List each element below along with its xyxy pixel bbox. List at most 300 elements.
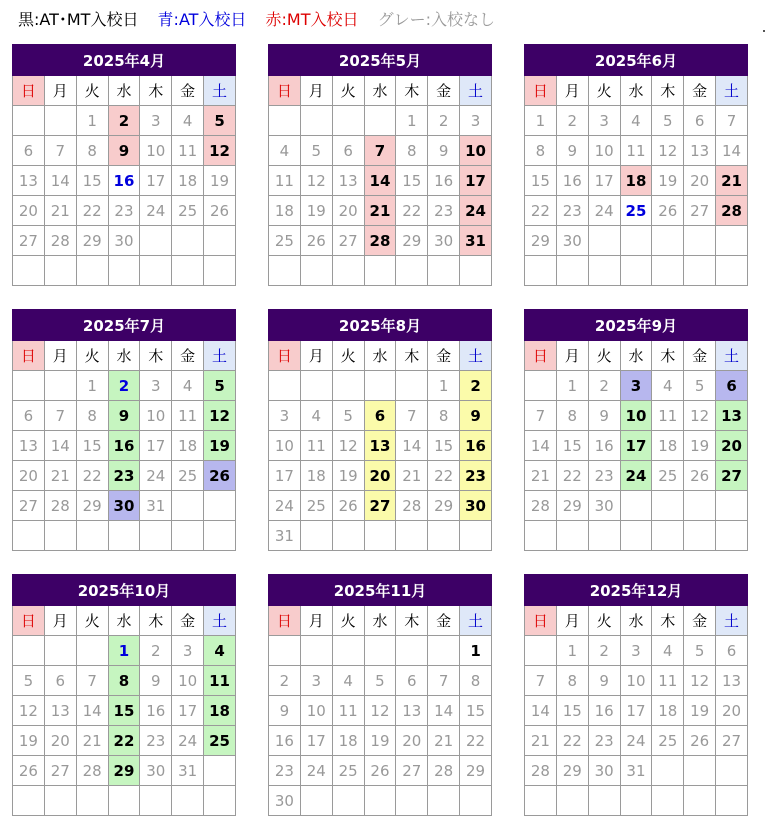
date-cell: 14 [364, 166, 396, 196]
date-cell: 8 [556, 666, 588, 696]
date-cell: 1 [396, 106, 428, 136]
date-cell: 10 [269, 431, 301, 461]
date-cell: 10 [140, 401, 172, 431]
weekday-header: 月 [44, 76, 76, 106]
empty-cell [172, 226, 204, 256]
date-cell: 27 [332, 226, 364, 256]
date-cell: 14 [716, 136, 748, 166]
empty-cell [300, 371, 332, 401]
date-cell: 19 [652, 166, 684, 196]
edge-marker [763, 30, 765, 32]
date-cell: 7 [428, 666, 460, 696]
month-calendar [268, 44, 492, 286]
weekday-header: 火 [588, 76, 620, 106]
empty-cell [269, 106, 301, 136]
weekday-header: 木 [140, 606, 172, 636]
date-cell: 20 [13, 196, 45, 226]
empty-cell [364, 371, 396, 401]
empty-cell [204, 226, 236, 256]
date-cell: 22 [525, 196, 557, 226]
date-cell: 31 [269, 521, 301, 551]
date-cell: 2 [140, 636, 172, 666]
weekday-header: 水 [364, 76, 396, 106]
empty-cell [300, 521, 332, 551]
date-cell: 13 [364, 431, 396, 461]
date-cell: 6 [684, 106, 716, 136]
date-cell: 24 [269, 491, 301, 521]
date-cell: 24 [172, 726, 204, 756]
date-cell: 16 [556, 166, 588, 196]
date-cell: 22 [556, 726, 588, 756]
date-cell: 26 [332, 491, 364, 521]
date-cell: 30 [269, 786, 301, 816]
date-cell: 6 [332, 136, 364, 166]
weekday-header: 月 [556, 606, 588, 636]
empty-cell [684, 521, 716, 551]
date-cell: 20 [396, 726, 428, 756]
empty-cell [300, 636, 332, 666]
weekday-header: 木 [140, 76, 172, 106]
date-cell: 10 [172, 666, 204, 696]
date-cell: 17 [620, 696, 652, 726]
date-cell: 8 [76, 401, 108, 431]
empty-cell [652, 491, 684, 521]
month-title: 2025年7月 [13, 310, 236, 341]
date-cell: 12 [652, 136, 684, 166]
date-cell: 4 [269, 136, 301, 166]
month-calendar [268, 309, 492, 551]
empty-cell [652, 521, 684, 551]
date-cell: 20 [332, 196, 364, 226]
empty-cell [588, 786, 620, 816]
date-cell: 9 [269, 696, 301, 726]
empty-cell [716, 521, 748, 551]
date-cell: 4 [172, 371, 204, 401]
empty-cell [140, 521, 172, 551]
empty-cell [525, 786, 557, 816]
month-title: 2025年8月 [269, 310, 492, 341]
date-cell: 24 [300, 756, 332, 786]
date-cell: 25 [172, 461, 204, 491]
date-cell: 3 [140, 106, 172, 136]
date-cell: 10 [620, 666, 652, 696]
date-cell: 20 [716, 696, 748, 726]
date-cell: 23 [108, 196, 140, 226]
empty-cell [13, 521, 45, 551]
date-cell: 24 [588, 196, 620, 226]
date-cell: 21 [428, 726, 460, 756]
date-cell: 21 [76, 726, 108, 756]
date-cell: 29 [108, 756, 140, 786]
date-cell: 5 [684, 636, 716, 666]
empty-cell [460, 521, 492, 551]
date-cell: 30 [588, 491, 620, 521]
date-cell: 3 [300, 666, 332, 696]
date-cell: 16 [460, 431, 492, 461]
date-cell: 22 [396, 196, 428, 226]
empty-cell [620, 491, 652, 521]
empty-cell [269, 636, 301, 666]
empty-cell [716, 756, 748, 786]
date-cell: 11 [332, 696, 364, 726]
empty-cell [684, 786, 716, 816]
date-cell: 27 [716, 461, 748, 491]
date-cell: 16 [428, 166, 460, 196]
weekday-header: 月 [556, 341, 588, 371]
date-cell: 25 [332, 756, 364, 786]
date-cell: 26 [300, 226, 332, 256]
month-calendar [524, 574, 748, 816]
date-cell: 18 [204, 696, 236, 726]
empty-cell [300, 106, 332, 136]
empty-cell [204, 756, 236, 786]
date-cell: 7 [525, 401, 557, 431]
weekday-header: 火 [76, 606, 108, 636]
date-cell: 11 [269, 166, 301, 196]
date-cell: 29 [556, 491, 588, 521]
date-cell: 5 [204, 106, 236, 136]
date-cell: 30 [428, 226, 460, 256]
weekday-header: 木 [652, 76, 684, 106]
date-cell: 23 [428, 196, 460, 226]
legend-gray: グレー:入校なし [377, 10, 495, 29]
empty-cell [684, 756, 716, 786]
date-cell: 15 [428, 431, 460, 461]
empty-cell [140, 226, 172, 256]
empty-cell [76, 636, 108, 666]
date-cell: 3 [172, 636, 204, 666]
date-cell: 15 [108, 696, 140, 726]
weekday-header: 水 [620, 76, 652, 106]
empty-cell [716, 491, 748, 521]
date-cell: 9 [140, 666, 172, 696]
date-cell: 4 [332, 666, 364, 696]
date-cell: 7 [76, 666, 108, 696]
date-cell: 18 [269, 196, 301, 226]
date-cell: 23 [460, 461, 492, 491]
date-cell: 18 [172, 431, 204, 461]
date-cell: 17 [460, 166, 492, 196]
empty-cell [428, 256, 460, 286]
weekday-header: 火 [76, 341, 108, 371]
weekday-header: 土 [716, 76, 748, 106]
date-cell: 17 [140, 166, 172, 196]
empty-cell [556, 256, 588, 286]
date-cell: 9 [108, 136, 140, 166]
date-cell: 28 [525, 756, 557, 786]
month-title: 2025年5月 [269, 45, 492, 76]
date-cell: 3 [269, 401, 301, 431]
month-title: 2025年10月 [13, 575, 236, 606]
date-cell: 27 [364, 491, 396, 521]
empty-cell [44, 786, 76, 816]
date-cell: 12 [13, 696, 45, 726]
empty-cell [332, 256, 364, 286]
empty-cell [13, 636, 45, 666]
weekday-header: 日 [13, 76, 45, 106]
weekday-header: 金 [684, 341, 716, 371]
weekday-header: 木 [396, 76, 428, 106]
date-cell: 22 [76, 196, 108, 226]
date-cell: 6 [716, 636, 748, 666]
empty-cell [525, 636, 557, 666]
date-cell: 4 [652, 371, 684, 401]
date-cell: 9 [588, 401, 620, 431]
empty-cell [716, 256, 748, 286]
weekday-header: 日 [525, 76, 557, 106]
date-cell: 1 [460, 636, 492, 666]
weekday-header: 金 [172, 606, 204, 636]
empty-cell [44, 371, 76, 401]
empty-cell [428, 636, 460, 666]
empty-cell [172, 491, 204, 521]
empty-cell [332, 106, 364, 136]
date-cell: 7 [364, 136, 396, 166]
date-cell: 8 [428, 401, 460, 431]
empty-cell [108, 521, 140, 551]
date-cell: 10 [300, 696, 332, 726]
date-cell: 17 [172, 696, 204, 726]
weekday-header: 土 [204, 606, 236, 636]
date-cell: 10 [588, 136, 620, 166]
date-cell: 24 [620, 726, 652, 756]
date-cell: 7 [44, 136, 76, 166]
date-cell: 16 [588, 431, 620, 461]
date-cell: 5 [300, 136, 332, 166]
date-cell: 12 [364, 696, 396, 726]
date-cell: 8 [396, 136, 428, 166]
empty-cell [204, 256, 236, 286]
date-cell: 19 [364, 726, 396, 756]
empty-cell [652, 786, 684, 816]
weekday-header: 火 [76, 76, 108, 106]
date-cell: 3 [460, 106, 492, 136]
empty-cell [620, 226, 652, 256]
date-cell: 6 [364, 401, 396, 431]
date-cell: 21 [44, 461, 76, 491]
date-cell: 13 [13, 431, 45, 461]
empty-cell [525, 371, 557, 401]
date-cell: 18 [652, 696, 684, 726]
empty-cell [332, 521, 364, 551]
date-cell: 13 [44, 696, 76, 726]
weekday-header: 日 [525, 341, 557, 371]
date-cell: 2 [556, 106, 588, 136]
date-cell: 6 [13, 401, 45, 431]
date-cell: 8 [76, 136, 108, 166]
month-calendar [12, 44, 236, 286]
date-cell: 5 [684, 371, 716, 401]
weekday-header: 金 [428, 606, 460, 636]
date-cell: 19 [332, 461, 364, 491]
empty-cell [44, 256, 76, 286]
weekday-header: 日 [525, 606, 557, 636]
empty-cell [204, 521, 236, 551]
date-cell: 29 [396, 226, 428, 256]
date-cell: 31 [140, 491, 172, 521]
empty-cell [13, 786, 45, 816]
date-cell: 14 [525, 431, 557, 461]
date-cell: 8 [556, 401, 588, 431]
date-cell: 15 [76, 431, 108, 461]
date-cell: 1 [76, 106, 108, 136]
date-cell: 21 [396, 461, 428, 491]
empty-cell [556, 521, 588, 551]
weekday-header: 金 [428, 341, 460, 371]
date-cell: 13 [684, 136, 716, 166]
date-cell: 21 [44, 196, 76, 226]
date-cell: 26 [684, 726, 716, 756]
empty-cell [684, 491, 716, 521]
date-cell: 20 [716, 431, 748, 461]
month-calendar [524, 44, 748, 286]
empty-cell [428, 786, 460, 816]
empty-cell [620, 521, 652, 551]
empty-cell [300, 786, 332, 816]
empty-cell [44, 106, 76, 136]
weekday-header: 火 [588, 341, 620, 371]
empty-cell [44, 636, 76, 666]
date-cell: 6 [396, 666, 428, 696]
date-cell: 7 [525, 666, 557, 696]
date-cell: 11 [652, 666, 684, 696]
empty-cell [396, 786, 428, 816]
month-calendar [12, 574, 236, 816]
empty-cell [525, 521, 557, 551]
date-cell: 11 [652, 401, 684, 431]
date-cell: 9 [428, 136, 460, 166]
weekday-header: 金 [428, 76, 460, 106]
weekday-header: 日 [269, 606, 301, 636]
date-cell: 7 [44, 401, 76, 431]
date-cell: 25 [269, 226, 301, 256]
date-cell: 19 [13, 726, 45, 756]
date-cell: 17 [300, 726, 332, 756]
weekday-header: 日 [269, 76, 301, 106]
date-cell: 25 [620, 196, 652, 226]
weekday-header: 日 [13, 606, 45, 636]
date-cell: 11 [204, 666, 236, 696]
weekday-header: 火 [588, 606, 620, 636]
date-cell: 8 [525, 136, 557, 166]
date-cell: 5 [364, 666, 396, 696]
date-cell: 26 [13, 756, 45, 786]
empty-cell [652, 756, 684, 786]
empty-cell [108, 256, 140, 286]
empty-cell [172, 786, 204, 816]
date-cell: 26 [204, 196, 236, 226]
empty-cell [204, 491, 236, 521]
empty-cell [428, 521, 460, 551]
date-cell: 9 [556, 136, 588, 166]
date-cell: 13 [716, 401, 748, 431]
weekday-header: 火 [332, 341, 364, 371]
empty-cell [620, 256, 652, 286]
date-cell: 5 [652, 106, 684, 136]
legend-blue: 青:AT入校日 [157, 10, 247, 29]
empty-cell [684, 226, 716, 256]
date-cell: 28 [44, 491, 76, 521]
date-cell: 28 [76, 756, 108, 786]
date-cell: 9 [460, 401, 492, 431]
empty-cell [716, 786, 748, 816]
date-cell: 11 [172, 136, 204, 166]
date-cell: 21 [525, 461, 557, 491]
weekday-header: 水 [108, 606, 140, 636]
date-cell: 29 [76, 226, 108, 256]
date-cell: 19 [684, 431, 716, 461]
date-cell: 16 [269, 726, 301, 756]
date-cell: 22 [460, 726, 492, 756]
weekday-header: 土 [460, 341, 492, 371]
date-cell: 23 [556, 196, 588, 226]
weekday-header: 月 [44, 606, 76, 636]
weekday-header: 日 [269, 341, 301, 371]
empty-cell [13, 371, 45, 401]
date-cell: 12 [204, 136, 236, 166]
weekday-header: 火 [332, 606, 364, 636]
weekday-header: 木 [140, 341, 172, 371]
weekday-header: 日 [13, 341, 45, 371]
date-cell: 30 [460, 491, 492, 521]
empty-cell [364, 636, 396, 666]
empty-cell [140, 786, 172, 816]
date-cell: 3 [620, 636, 652, 666]
date-cell: 30 [140, 756, 172, 786]
empty-cell [460, 256, 492, 286]
date-cell: 2 [269, 666, 301, 696]
weekday-header: 金 [172, 76, 204, 106]
date-cell: 3 [140, 371, 172, 401]
empty-cell [76, 256, 108, 286]
date-cell: 25 [172, 196, 204, 226]
date-cell: 18 [300, 461, 332, 491]
date-cell: 19 [204, 166, 236, 196]
date-cell: 29 [525, 226, 557, 256]
date-cell: 16 [108, 431, 140, 461]
date-cell: 14 [396, 431, 428, 461]
date-cell: 19 [204, 431, 236, 461]
date-cell: 1 [525, 106, 557, 136]
empty-cell [76, 521, 108, 551]
date-cell: 23 [588, 461, 620, 491]
date-cell: 15 [556, 431, 588, 461]
date-cell: 24 [140, 196, 172, 226]
date-cell: 31 [172, 756, 204, 786]
weekday-header: 月 [300, 606, 332, 636]
date-cell: 27 [396, 756, 428, 786]
date-cell: 7 [396, 401, 428, 431]
date-cell: 28 [396, 491, 428, 521]
empty-cell [13, 106, 45, 136]
date-cell: 24 [620, 461, 652, 491]
date-cell: 30 [108, 226, 140, 256]
date-cell: 16 [140, 696, 172, 726]
date-cell: 20 [13, 461, 45, 491]
empty-cell [556, 786, 588, 816]
date-cell: 12 [204, 401, 236, 431]
date-cell: 20 [364, 461, 396, 491]
date-cell: 10 [140, 136, 172, 166]
date-cell: 23 [588, 726, 620, 756]
date-cell: 30 [108, 491, 140, 521]
empty-cell [588, 226, 620, 256]
weekday-header: 金 [684, 606, 716, 636]
weekday-header: 水 [364, 341, 396, 371]
weekday-header: 木 [396, 606, 428, 636]
date-cell: 14 [525, 696, 557, 726]
weekday-header: 金 [172, 341, 204, 371]
